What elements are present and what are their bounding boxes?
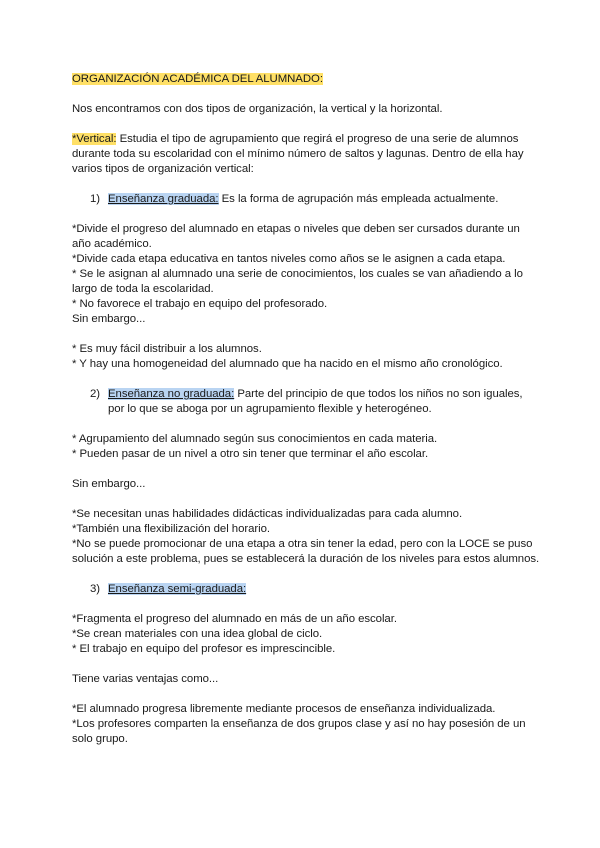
graduada-text: Es la forma de agrupación más empleada actualmente. bbox=[218, 193, 499, 205]
ventajas-intro: Tiene varias ventajas como... bbox=[72, 673, 219, 685]
list-item-graduada bbox=[72, 192, 540, 207]
sin-embargo-text: Sin embargo... bbox=[72, 478, 146, 490]
no-graduada-drawback: *Se necesitan unas habilidades didácticas individualizadas para cada alumno. bbox=[72, 508, 463, 520]
vertical-paragraph bbox=[72, 132, 540, 177]
no-graduada-point: * Pueden pasar de un nivel a otro sin tener que terminar el año escolar. bbox=[72, 448, 429, 460]
no-graduada-text: Parte del principio de que todos los niños no son iguales, por lo que se aboga por un agrupamiento flexible y heterogéneo. bbox=[108, 388, 523, 415]
graduada-point: * Se le asignan al alumnado una serie de conocimientos, los cuales se van añadiendo a lo largo de toda la escolaridad. bbox=[72, 268, 523, 295]
vertical-label: *Vertical: bbox=[72, 133, 117, 145]
no-graduada-drawback: *No se puede promocionar de una etapa a otra sin tener la edad, pero con la LOCE se puso solución a este problema, pues se establecerá la duración de los niveles para estos alumnos. bbox=[72, 538, 540, 565]
graduada-advantage: * Y hay una homogeneidad del alumnado que ha nacido en el mismo año cronológico. bbox=[72, 358, 503, 370]
list-item-no-graduada bbox=[72, 387, 540, 417]
vertical-text: Estudia el tipo de agrupamiento que regirá el progreso de una serie de alumnos durante toda su escolaridad con el mínimo número de saltos y lagunas. Dentro de ella hay varios tipos de organización vertical: bbox=[72, 133, 524, 175]
graduada-point: * No favorece el trabajo en equipo del profesorado. bbox=[72, 298, 328, 310]
document-title bbox=[72, 72, 540, 87]
graduada-advantage: * Es muy fácil distribuir a los alumnos. bbox=[72, 343, 262, 355]
semi-graduada-point: * El trabajo en equipo del profesor es imprescincible. bbox=[72, 643, 336, 655]
graduada-point: *Divide el progreso del alumnado en etapas o niveles que deben ser cursados durante un año académico. bbox=[72, 223, 520, 250]
list-number: 1) bbox=[90, 193, 101, 205]
intro-paragraph: Nos encontramos con dos tipos de organización, la vertical y la horizontal. bbox=[72, 103, 443, 115]
semi-graduada-point: *Se crean materiales con una idea global de ciclo. bbox=[72, 628, 323, 640]
no-graduada-point: * Agrupamiento del alumnado según sus conocimientos en cada materia. bbox=[72, 433, 438, 445]
no-graduada-drawback: *También una flexibilización del horario. bbox=[72, 523, 271, 535]
sin-embargo-text: Sin embargo... bbox=[72, 313, 146, 325]
list-item-semi-graduada bbox=[72, 582, 540, 597]
no-graduada-label: Enseñanza no graduada: bbox=[108, 388, 235, 400]
title-highlight: ORGANIZACIÓN ACADÉMICA DEL ALUMNADO: bbox=[72, 73, 323, 85]
graduada-point: *Divide cada etapa educativa en tantos niveles como años se le asignen a cada etapa. bbox=[72, 253, 506, 265]
semi-graduada-ventaja: *Los profesores comparten la enseñanza de dos grupos clase y así no hay posesión de un solo grupo. bbox=[72, 718, 526, 745]
list-number: 2) bbox=[90, 388, 101, 400]
list-number: 3) bbox=[90, 583, 101, 595]
semi-graduada-point: *Fragmenta el progreso del alumnado en más de un año escolar. bbox=[72, 613, 397, 625]
semi-graduada-label: Enseñanza semi-graduada: bbox=[108, 583, 247, 595]
semi-graduada-ventaja: *El alumnado progresa libremente mediante procesos de enseñanza individualizada. bbox=[72, 703, 496, 715]
graduada-label: Enseñanza graduada: bbox=[108, 193, 219, 205]
